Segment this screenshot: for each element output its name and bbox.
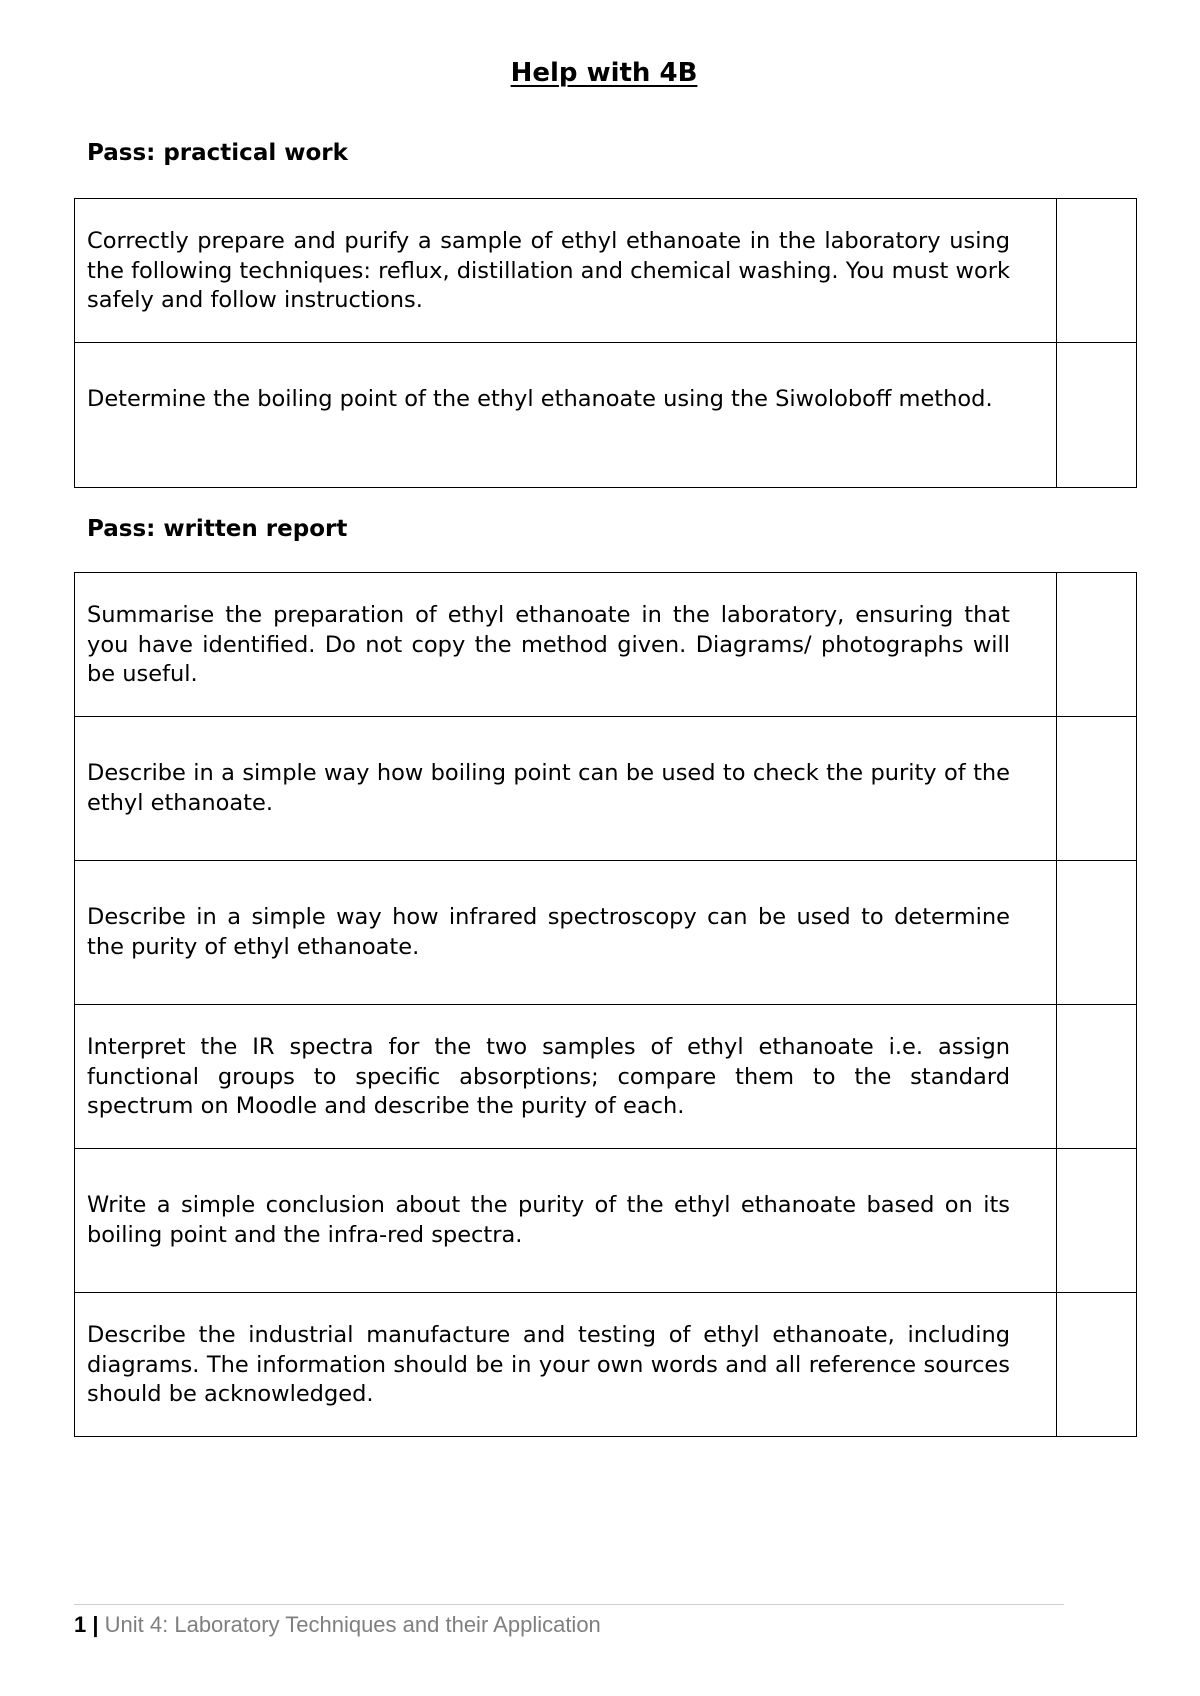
- criteria-text-cell: [75, 343, 1057, 488]
- criteria-check-cell[interactable]: [1057, 861, 1137, 1005]
- criteria-text: Describe the industrial manufacture and testing of ethyl ethanoate, including diagrams. The information should be in your own words and all reference sources should be acknowledged.: [87, 1322, 1010, 1407]
- criteria-text-cell: [75, 199, 1057, 343]
- criteria-text-cell: [75, 717, 1057, 861]
- criteria-row: [75, 1149, 1137, 1293]
- criteria-row: [75, 199, 1137, 343]
- criteria-text: Write a simple conclusion about the purity of the ethyl ethanoate based on its boiling point and the infra-red spectra.: [87, 1192, 1010, 1248]
- criteria-check-cell[interactable]: [1057, 1293, 1137, 1437]
- criteria-check-cell[interactable]: [1057, 573, 1137, 717]
- section-heading-practical-work: Pass: practical work: [87, 140, 348, 166]
- criteria-check-cell[interactable]: [1057, 1005, 1137, 1149]
- criteria-text: Describe in a simple way how boiling point can be used to check the purity of the ethyl ethanoate.: [87, 760, 1010, 816]
- criteria-text-cell: [75, 1005, 1057, 1149]
- criteria-text: Describe in a simple way how infrared spectroscopy can be used to determine the purity of ethyl ethanoate.: [87, 904, 1010, 960]
- criteria-check-cell[interactable]: [1057, 199, 1137, 343]
- criteria-row: [75, 573, 1137, 717]
- footer-divider: [74, 1604, 1064, 1605]
- criteria-text: Determine the boiling point of the ethyl ethanoate using the Siwoloboff method.: [87, 386, 993, 412]
- footer-unit-title: Unit 4: Laboratory Techniques and their Application: [104, 1612, 601, 1637]
- criteria-row: [75, 717, 1137, 861]
- criteria-text-cell: [75, 1293, 1057, 1437]
- page-title: Help with 4B: [510, 58, 698, 88]
- criteria-row: [75, 861, 1137, 1005]
- criteria-check-cell[interactable]: [1057, 1149, 1137, 1293]
- written-report-criteria-table: [74, 572, 1137, 1437]
- criteria-check-cell[interactable]: [1057, 343, 1137, 488]
- criteria-text: Summarise the preparation of ethyl ethanoate in the laboratory, ensuring that you have identified. Do not copy the method given. Diagrams/ photographs will be useful.: [87, 602, 1010, 687]
- footer-page-number: 1: [74, 1612, 87, 1637]
- criteria-text-cell: [75, 861, 1057, 1005]
- criteria-text-cell: [75, 573, 1057, 717]
- criteria-check-cell[interactable]: [1057, 717, 1137, 861]
- criteria-text: Correctly prepare and purify a sample of ethyl ethanoate in the laboratory using the following techniques: reflux, distillation and chemical washing. You must work safely and follow instructions.: [87, 228, 1010, 313]
- criteria-text: Interpret the IR spectra for the two samples of ethyl ethanoate i.e. assign functional groups to specific absorptions; compare them to the standard spectrum on Moodle and describe the purity of each.: [87, 1034, 1010, 1119]
- section-heading-written-report: Pass: written report: [87, 516, 348, 542]
- criteria-row: [75, 343, 1137, 488]
- footer-separator: |: [92, 1612, 99, 1637]
- page-footer: [74, 1612, 601, 1638]
- criteria-row: [75, 1293, 1137, 1437]
- practical-work-criteria-table: [74, 198, 1137, 488]
- criteria-text-cell: [75, 1149, 1057, 1293]
- criteria-row: [75, 1005, 1137, 1149]
